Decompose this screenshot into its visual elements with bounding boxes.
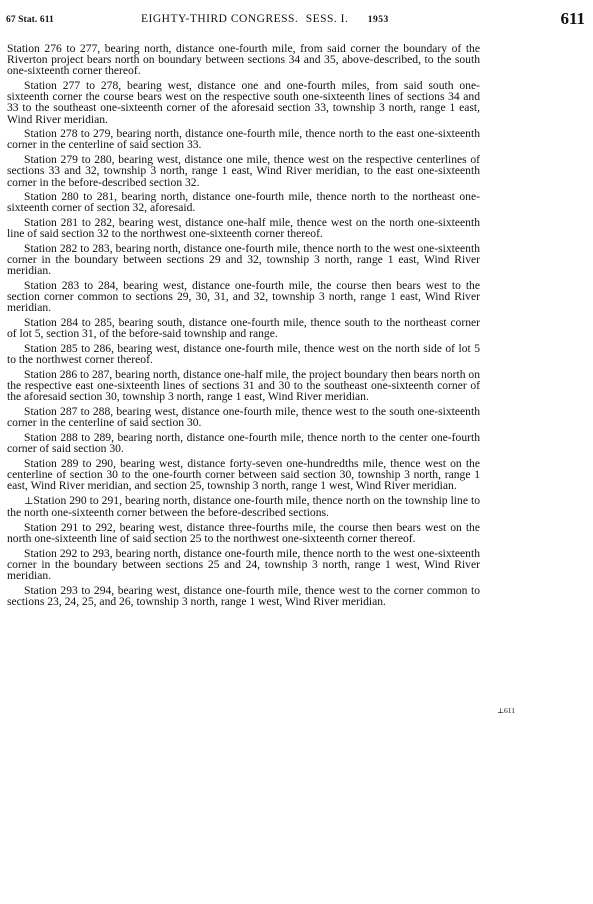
paragraph: Station 288 to 289, bearing north, distance one-fourth mile, thence north to the center one-fourth corner of said section 30. <box>7 430 480 456</box>
paragraph: Station 293 to 294, bearing west, distance one-fourth mile, thence west to the corner common to sections 23, 24, 25, and 26, township 3 north, range 1 west, Wind River meridian. <box>7 583 480 608</box>
statute-citation: 67 Stat. 611 <box>6 15 54 25</box>
margin-page-reference: ⊥611 <box>497 706 516 715</box>
paragraph: Station 284 to 285, bearing south, distance one-fourth mile, thence south to the northeast corner of lot 5, section 31, of the before-said township and range. <box>7 316 480 341</box>
congress-title: EIGHTY-THIRD CONGRESS. <box>141 13 299 25</box>
paragraph: Station 286 to 287, bearing north, distance one-half mile, the project boundary then bears north on the respective east one-sixteenth lines of sections 31 and 30 to the southeast one-sixteenth corner of the aforesaid section 30, township 3 north, range 1 east, Wind River meridian. <box>7 368 480 404</box>
document-body <box>7 43 480 611</box>
page-number: 611 <box>560 9 585 28</box>
paragraph: Station 279 to 280, bearing west, distance one mile, thence west on the respective centerlines of sections 33 and 32, township 3 north, range 1 east, Wind River meridian, to the east one-sixteenth corner in the before-described section 32. <box>7 153 480 189</box>
paragraph: Station 280 to 281, bearing north, distance one-fourth mile, thence north to the northeast one-sixteenth corner of section 32, aforesaid. <box>7 190 480 215</box>
paragraph-with-page-break <box>7 495 480 522</box>
paragraph: Station 292 to 293, bearing north, distance one-fourth mile, thence north to the west one-sixteenth corner in the boundary between sections 25 and 24, township 3 north, range 1 west, Wind River meridian. <box>7 546 480 583</box>
paragraph-text: Station 290 to 291, bearing north, distance one-fourth mile, thence north on the township line to the north one-sixteenth corner between the before-described sections. <box>7 493 480 520</box>
paragraph: Station 287 to 288, bearing west, distance one-fourth mile, thence west to the south one-sixteenth corner in the centerline of said section 30. <box>7 405 480 430</box>
page-header <box>6 11 585 29</box>
paragraph: Station 291 to 292, bearing west, distance three-fourths mile, the course then bears west on the north one-sixteenth line of said section 25 to the northwest one-sixteenth corner thereof. <box>7 520 480 545</box>
session-label: SESS. I. <box>305 13 349 25</box>
paragraph: Station 283 to 284, bearing west, distance one-fourth mile, the course then bears west to the section corner common to sections 29, 30, 31, and 32, township 3 north, range 1 east, Wind River meridian. <box>7 279 480 315</box>
paragraph: Station 282 to 283, bearing north, distance one-fourth mile, thence north to the west one-sixteenth corner in the boundary between sections 29 and 32, township 3 north, range 1 east, Wind River meridian. <box>7 242 480 278</box>
paragraph: Station 276 to 277, bearing north, distance one-fourth mile, from said corner the boundary of the Riverton project bears north on boundary between sections 34 and 35, above-described, to the south one-sixteenth corner thereof. <box>7 42 480 78</box>
paragraph: Station 289 to 290, bearing west, distance forty-seven one-hundredths mile, thence west on the centerline of section 30 to the one-fourth corner between said section 30, township 3 north, range 1 east, Wind River meridian, and section 25, township 3 north, range 1 west, Wind River meridian. <box>7 456 480 493</box>
running-title <box>141 13 389 25</box>
year-label: 1953 <box>367 15 389 25</box>
paragraph: Station 277 to 278, bearing west, distance one and one-fourth miles, from said south one-sixteenth corner the course bears west on the respective south one-sixteenth lines of sections 34 and 33 to the southeast one-sixteenth corner of the aforesaid section 33, township 3 north, range 1 east, Wind River meridian. <box>7 79 480 126</box>
page-break-marker: ⊥ <box>24 495 34 507</box>
paragraph: Station 281 to 282, bearing west, distance one-half mile, thence west on the north one-sixteenth line of said section 32 to the northwest one-sixteenth corner thereof. <box>7 216 480 241</box>
paragraph: Station 278 to 279, bearing north, distance one-fourth mile, thence north to the east one-sixteenth corner in the centerline of said section 33. <box>7 127 480 152</box>
paragraph: Station 285 to 286, bearing west, distance one-fourth mile, thence west on the north side of lot 5 to the northwest corner thereof. <box>7 342 480 367</box>
